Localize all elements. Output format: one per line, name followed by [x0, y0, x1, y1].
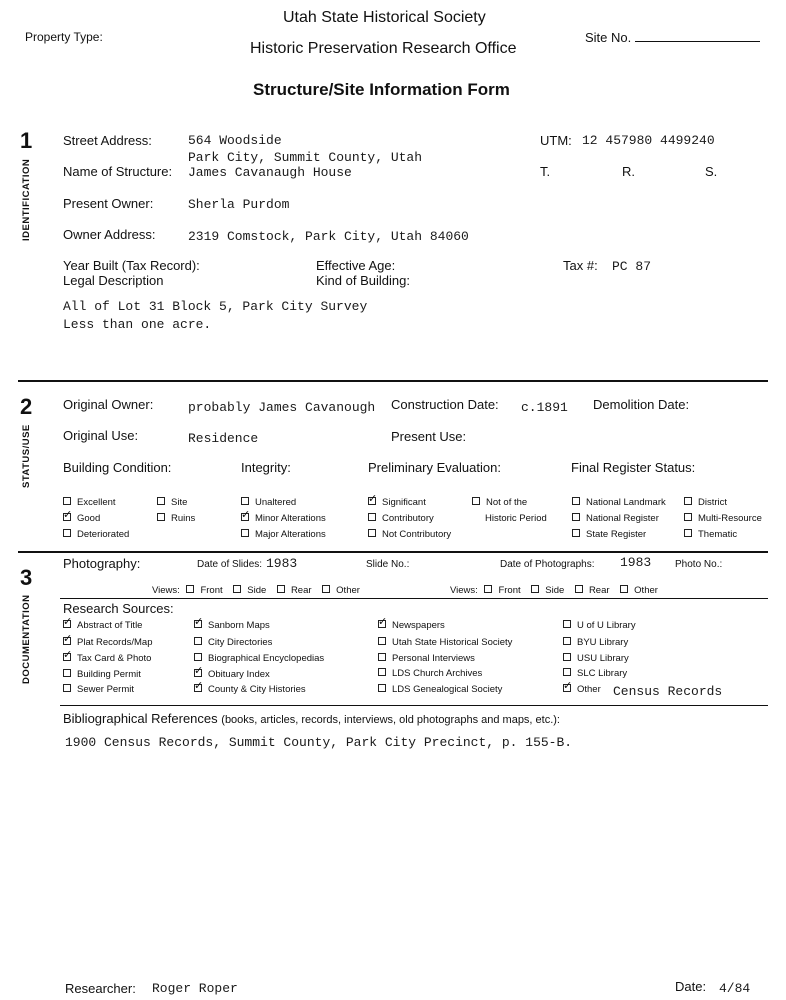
building-condition-label: Building Condition:: [63, 460, 172, 475]
bio-encyc-checkbox[interactable]: [194, 653, 202, 661]
source-sewer-permit-option[interactable]: Sewer Permit: [63, 684, 134, 695]
site-no-field: [585, 29, 760, 45]
multi-resource-checkbox[interactable]: [684, 513, 692, 521]
lds-archives-checkbox[interactable]: [378, 668, 386, 676]
owner-address-label: Owner Address:: [63, 227, 156, 242]
structure-name-value: James Cavanaugh House: [188, 165, 352, 180]
present-owner-value: Sherla Purdom: [188, 197, 290, 212]
register-national-landmark-option[interactable]: National Landmark: [572, 497, 666, 508]
slide-rear-checkbox[interactable]: [277, 585, 285, 593]
year-built-label: Year Built (Tax Record):: [63, 258, 200, 273]
photo-other-checkbox[interactable]: [620, 585, 628, 593]
present-owner-label: Present Owner:: [63, 196, 154, 211]
integrity-unaltered-option[interactable]: Unaltered: [241, 497, 296, 508]
form-title: Structure/Site Information Form: [253, 80, 510, 99]
photography-label: Photography:: [63, 556, 141, 571]
street-address-value: 564 Woodside: [188, 133, 282, 148]
photo-views-label: Views:: [450, 585, 478, 596]
building-permit-checkbox[interactable]: [63, 669, 71, 677]
source-bio-encyc-option[interactable]: Biographical Encyclopedias: [194, 653, 324, 664]
slide-side-checkbox[interactable]: [233, 585, 241, 593]
legal-description-label: Legal Description: [63, 273, 164, 288]
section-2-number: 2: [20, 394, 33, 419]
office-name: Historic Preservation Research Office: [250, 40, 517, 57]
source-tax-card-option[interactable]: ✓Tax Card & Photo: [63, 653, 151, 664]
plat-checkbox[interactable]: [63, 637, 71, 645]
utm-value: 12 457980 4499240: [582, 133, 715, 148]
org-name: Utah State Historical Society: [283, 9, 486, 26]
section-2-label: STATUS/USE: [21, 424, 32, 488]
effective-age-label: Effective Age:: [316, 258, 396, 273]
slc-checkbox[interactable]: [563, 668, 571, 676]
source-usu-option[interactable]: USU Library: [563, 653, 629, 664]
preliminary-evaluation-label: Preliminary Evaluation:: [368, 460, 501, 475]
condition-good-option[interactable]: ✓Good: [63, 513, 100, 524]
register-multi-resource-option[interactable]: Multi-Resource: [684, 513, 762, 524]
section-3-label: DOCUMENTATION: [21, 594, 32, 684]
good-checkbox[interactable]: [63, 513, 71, 521]
other-source-value: Census Records: [613, 684, 723, 699]
photo-rear-checkbox[interactable]: [575, 585, 583, 593]
ushs-checkbox[interactable]: [378, 637, 386, 645]
source-slc-option[interactable]: SLC Library: [563, 668, 627, 679]
deteriorated-checkbox[interactable]: [63, 529, 71, 537]
integrity-label: Integrity:: [241, 460, 291, 475]
construction-date-value: c.1891: [521, 400, 568, 415]
sewer-permit-checkbox[interactable]: [63, 684, 71, 692]
section-1-label: IDENTIFICATION: [21, 158, 32, 241]
researcher-label: Researcher:: [65, 981, 136, 996]
bibliography-note: (books, articles, records, interviews, old photographs and maps, etc.):: [221, 714, 560, 726]
source-plat-option[interactable]: ✓Plat Records/Map: [63, 637, 153, 648]
site-no-label: Site No.: [585, 30, 632, 45]
condition-ruins-option[interactable]: Ruins: [157, 513, 195, 524]
structure-name-label: Name of Structure:: [63, 164, 173, 179]
register-thematic-option[interactable]: Thematic: [684, 529, 737, 540]
interviews-checkbox[interactable]: [378, 653, 386, 661]
research-sources-label: Research Sources:: [63, 601, 174, 616]
source-newspapers-option[interactable]: ✓Newspapers: [378, 620, 445, 631]
source-obituary-option[interactable]: ✓Obituary Index: [194, 669, 270, 680]
tax-number-value: PC 87: [612, 259, 652, 274]
significant-checkbox[interactable]: [368, 497, 376, 505]
date-label: Date:: [675, 979, 707, 994]
source-lds-archives-option[interactable]: LDS Church Archives: [378, 668, 482, 679]
bibliography-value: 1900 Census Records, Summit County, Park City Precinct, p. 155-B.: [65, 735, 573, 750]
thematic-checkbox[interactable]: [684, 529, 692, 537]
source-other-option[interactable]: ✓Other: [563, 684, 601, 695]
owner-address-value: 2319 Comstock, Park City, Utah 84060: [188, 229, 469, 244]
date-value: 4/84: [719, 981, 751, 996]
district-checkbox[interactable]: [684, 497, 692, 505]
slide-no-label: Slide No.:: [366, 559, 410, 570]
tax-card-checkbox[interactable]: [63, 653, 71, 661]
site-checkbox[interactable]: [157, 497, 165, 505]
slides-date-label: Date of Slides:: [197, 559, 263, 570]
source-ushs-option[interactable]: Utah State Historical Society: [378, 637, 512, 648]
condition-deteriorated-option[interactable]: Deteriorated: [63, 529, 129, 540]
section-divider-2: [18, 551, 768, 553]
eval-not-contributory-option[interactable]: Not Contributory: [368, 529, 451, 540]
property-type-label: Property Type:: [25, 30, 103, 44]
source-abstract-option[interactable]: ✓Abstract of Title: [63, 620, 142, 631]
integrity-major-option[interactable]: Major Alterations: [241, 529, 326, 540]
slides-date-value: 1983: [266, 556, 298, 571]
kind-of-building-label: Kind of Building:: [316, 273, 410, 288]
photography-divider: [60, 598, 768, 599]
contributory-checkbox[interactable]: [368, 513, 376, 521]
condition-excellent-option[interactable]: Excellent: [63, 497, 116, 508]
slide-views-label: Views:: [152, 585, 180, 596]
national-register-checkbox[interactable]: [572, 513, 580, 521]
tax-number-label: Tax #:: [563, 258, 598, 273]
photo-front-checkbox[interactable]: [484, 585, 492, 593]
source-sanborn-option[interactable]: ✓Sanborn Maps: [194, 620, 270, 631]
photo-views-row: Views: Front Side Rear Other: [450, 585, 658, 596]
section-divider-1: [18, 380, 768, 382]
obituary-checkbox[interactable]: [194, 669, 202, 677]
original-use-label: Original Use:: [63, 428, 139, 443]
eval-significant-option[interactable]: ✓Significant: [368, 497, 426, 508]
slide-front-checkbox[interactable]: [186, 585, 194, 593]
not-contributory-checkbox[interactable]: [368, 529, 376, 537]
source-city-directories-option[interactable]: City Directories: [194, 637, 272, 648]
legal-description-line-2: Less than one acre.: [63, 317, 212, 332]
eval-contributory-option[interactable]: Contributory: [368, 513, 434, 524]
eval-historic-period-text: Historic Period: [485, 513, 547, 524]
source-u-of-u-option[interactable]: U of U Library: [563, 620, 636, 631]
slide-other-checkbox[interactable]: [322, 585, 330, 593]
register-district-option[interactable]: District: [684, 497, 727, 508]
original-owner-label: Original Owner:: [63, 397, 154, 412]
abstract-checkbox[interactable]: [63, 620, 71, 628]
not-of-period-checkbox[interactable]: [472, 497, 480, 505]
source-lds-genealogical-option[interactable]: LDS Genealogical Society: [378, 684, 502, 695]
range-label: R.: [622, 164, 635, 179]
street-address-city: Park City, Summit County, Utah: [188, 150, 423, 165]
section-3-number: 3: [20, 565, 33, 590]
unaltered-checkbox[interactable]: [241, 497, 249, 505]
township-label: T.: [540, 164, 551, 179]
integrity-minor-option[interactable]: ✓Minor Alterations: [241, 513, 326, 524]
sources-divider: [60, 705, 768, 706]
eval-not-of-period-option[interactable]: Not of the: [472, 497, 527, 508]
condition-site-option[interactable]: Site: [157, 497, 187, 508]
sanborn-checkbox[interactable]: [194, 620, 202, 628]
city-directories-checkbox[interactable]: [194, 637, 202, 645]
county-histories-checkbox[interactable]: [194, 684, 202, 692]
source-county-histories-option[interactable]: ✓County & City Histories: [194, 684, 306, 695]
photo-no-label: Photo No.:: [675, 559, 723, 570]
utm-label: UTM:: [540, 133, 572, 148]
section-1-number: 1: [20, 128, 33, 153]
slide-views-row: Views: Front Side Rear Other: [152, 585, 360, 596]
site-no-line: [635, 29, 760, 42]
source-building-permit-option[interactable]: Building Permit: [63, 669, 141, 680]
original-owner-value: probably James Cavanough: [188, 400, 376, 415]
minor-alterations-checkbox[interactable]: [241, 513, 249, 521]
researcher-value: Roger Roper: [152, 981, 238, 996]
state-register-checkbox[interactable]: [572, 529, 580, 537]
lds-genealogical-checkbox[interactable]: [378, 684, 386, 692]
other-checkbox[interactable]: [563, 684, 571, 692]
legal-description-line-1: All of Lot 31 Block 5, Park City Survey: [63, 299, 368, 314]
bibliography-heading: [63, 711, 560, 726]
source-interviews-option[interactable]: Personal Interviews: [378, 653, 475, 664]
final-register-status-label: Final Register Status:: [571, 460, 696, 475]
excellent-checkbox[interactable]: [63, 497, 71, 505]
register-state-register-option[interactable]: State Register: [572, 529, 646, 540]
original-use-value: Residence: [188, 431, 259, 446]
u-of-u-checkbox[interactable]: [563, 620, 571, 628]
section-label: S.: [705, 164, 718, 179]
bibliography-label: Bibliographical References: [63, 711, 218, 726]
street-address-label: Street Address:: [63, 133, 152, 148]
demolition-date-label: Demolition Date:: [593, 397, 690, 412]
present-use-label: Present Use:: [391, 429, 467, 444]
newspapers-checkbox[interactable]: [378, 620, 386, 628]
register-national-register-option[interactable]: National Register: [572, 513, 659, 524]
major-alterations-checkbox[interactable]: [241, 529, 249, 537]
construction-date-label: Construction Date:: [391, 397, 499, 412]
source-byu-option[interactable]: BYU Library: [563, 637, 628, 648]
byu-checkbox[interactable]: [563, 637, 571, 645]
national-landmark-checkbox[interactable]: [572, 497, 580, 505]
photos-date-value: 1983: [620, 555, 652, 570]
photo-side-checkbox[interactable]: [531, 585, 539, 593]
photos-date-label: Date of Photographs:: [500, 559, 595, 570]
ruins-checkbox[interactable]: [157, 513, 165, 521]
usu-checkbox[interactable]: [563, 653, 571, 661]
